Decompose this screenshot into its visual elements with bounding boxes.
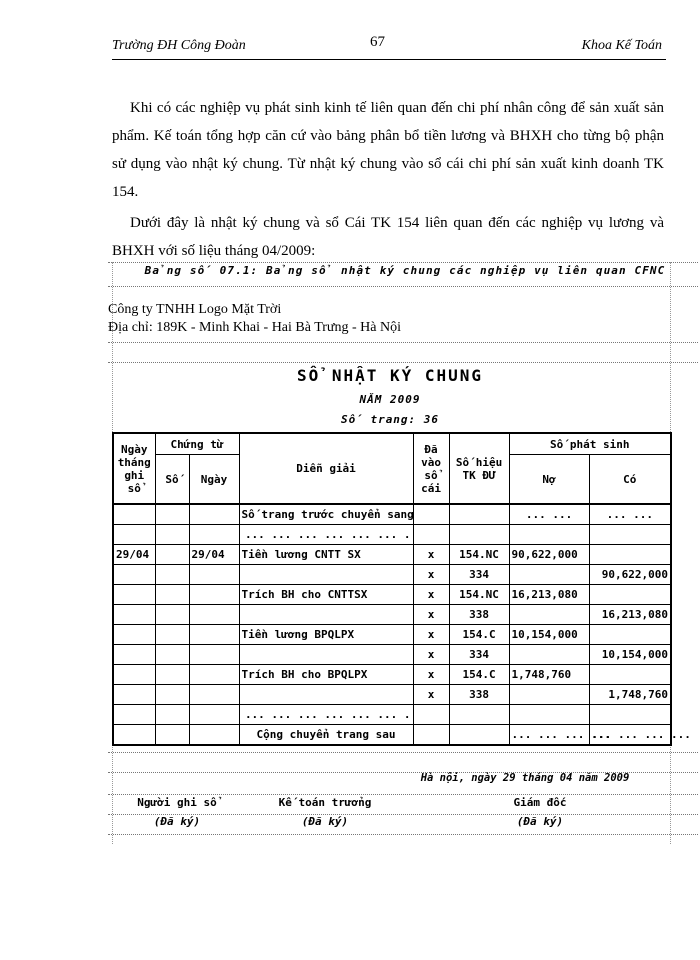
row-date <box>113 705 155 725</box>
row-voucher-date <box>189 525 239 545</box>
row-account: 154.NC <box>449 585 509 605</box>
row-credit: ... ... <box>589 504 671 525</box>
row-voucher-no <box>155 625 189 645</box>
row-date <box>113 645 155 665</box>
journal-title: SỔ NHẬT KÝ CHUNG <box>296 366 484 385</box>
signature-role: Người ghi sổ <box>137 796 217 809</box>
row-credit: ... ... ... ... <box>589 725 671 746</box>
table-row <box>113 565 671 585</box>
row-credit: 1,748,760 <box>589 685 671 705</box>
row-debit <box>509 645 589 665</box>
row-date <box>113 525 155 545</box>
col-debit-header: Nợ <box>509 455 589 505</box>
row-date <box>113 605 155 625</box>
row-description: Cộng chuyển trang sau <box>239 725 413 746</box>
table-row <box>113 685 671 705</box>
row-credit: 10,154,000 <box>589 645 671 665</box>
row-debit: ... ... <box>509 504 589 525</box>
header-school: Trường ĐH Công Đoàn <box>112 38 246 53</box>
row-voucher-date: 29/04 <box>189 545 239 565</box>
row-voucher-no <box>155 525 189 545</box>
row-voucher-date <box>189 705 239 725</box>
row-credit <box>589 705 671 725</box>
row-voucher-no <box>155 585 189 605</box>
row-voucher-no <box>155 545 189 565</box>
row-account <box>449 705 509 725</box>
col-posted-header: Đã vào sổ cái <box>413 433 449 504</box>
grid-line <box>108 286 698 287</box>
journal-page: Số trang: 36 <box>340 413 440 426</box>
row-voucher-no <box>155 645 189 665</box>
row-posted <box>413 504 449 525</box>
row-account <box>449 725 509 746</box>
col-date-header: Ngày tháng ghi sổ <box>113 433 155 504</box>
row-voucher-no <box>155 504 189 525</box>
company-address: Địa chỉ: 189K - Minh Khai - Hai Bà Trưng - Hà Nội <box>108 320 402 335</box>
row-credit <box>589 545 671 565</box>
row-posted: x <box>413 685 449 705</box>
row-account <box>449 504 509 525</box>
row-credit: 90,622,000 <box>589 565 671 585</box>
row-voucher-no <box>155 685 189 705</box>
row-posted <box>413 725 449 746</box>
signature-status: (Đã ký) <box>516 815 564 828</box>
row-voucher-date <box>189 645 239 665</box>
signature-role: Giám đốc <box>513 796 567 809</box>
header-faculty: Khoa Kế Toán <box>581 38 662 53</box>
body-text <box>112 94 664 265</box>
row-account: 334 <box>449 565 509 585</box>
row-posted: x <box>413 625 449 645</box>
col-account-header: Số hiệu TK ĐƯ <box>449 433 509 504</box>
grid-line <box>108 342 698 343</box>
signature-role: Kế toán trưởng <box>278 796 372 809</box>
paragraph-1: Khi có các nghiệp vụ phát sinh kinh tế liên quan đến chi phí nhân công để sản xuất sản phẩm. Kế toán tổng hợp căn cứ vào bảng phân bổ tiền lương và BHXH cho từng bộ phận sử dụng vào nhật ký chung. Từ nhật ký chung vào sổ cái chi phí sản xuất kinh doanh TK 154. <box>112 100 664 200</box>
table-row <box>113 645 671 665</box>
col-credit-header: Có <box>589 455 671 505</box>
row-posted: x <box>413 585 449 605</box>
row-account <box>449 525 509 545</box>
row-date <box>113 585 155 605</box>
row-posted <box>413 705 449 725</box>
signature-status: (Đã ký) <box>301 815 349 828</box>
row-date <box>113 685 155 705</box>
row-debit <box>509 525 589 545</box>
table-row <box>113 545 671 565</box>
row-voucher-date <box>189 565 239 585</box>
row-debit: 90,622,000 <box>509 545 589 565</box>
col-description-header: Diễn giải <box>239 433 413 504</box>
row-date <box>113 625 155 645</box>
row-voucher-date <box>189 725 239 746</box>
row-description: Trích BH cho BPQLPX <box>239 665 413 685</box>
row-description <box>239 565 413 585</box>
row-date <box>113 665 155 685</box>
col-voucher-header: Chứng từ <box>155 433 239 455</box>
row-debit: 1,748,760 <box>509 665 589 685</box>
row-posted: x <box>413 545 449 565</box>
row-account: 338 <box>449 685 509 705</box>
company-name: Công ty TNHH Logo Mặt Trời <box>108 302 282 317</box>
row-credit <box>589 585 671 605</box>
row-voucher-date <box>189 625 239 645</box>
place-date: Hà nội, ngày 29 tháng 04 năm 2009 <box>420 772 630 784</box>
row-description <box>239 685 413 705</box>
row-description: Số trang trước chuyển sang <box>239 504 413 525</box>
row-voucher-no <box>155 725 189 746</box>
row-debit <box>509 605 589 625</box>
row-description: Tiền lương BPQLPX <box>239 625 413 645</box>
row-voucher-date <box>189 665 239 685</box>
row-description: ... ... ... ... ... ... . <box>239 525 413 545</box>
row-credit <box>589 525 671 545</box>
page-header <box>112 34 662 60</box>
row-credit <box>589 665 671 685</box>
row-description <box>239 605 413 625</box>
row-account: 154.NC <box>449 545 509 565</box>
row-description: Tiền lương CNTT SX <box>239 545 413 565</box>
row-date: 29/04 <box>113 545 155 565</box>
table-row <box>113 665 671 685</box>
table-caption: Bảng số 07.1: Bảng sổ nhật ký chung các nghiệp vụ liên quan CFNC <box>144 264 666 277</box>
header-rule <box>112 59 666 60</box>
row-date <box>113 504 155 525</box>
row-posted: x <box>413 605 449 625</box>
grid-line <box>108 362 698 363</box>
table-row <box>113 725 671 746</box>
signature-status: (Đã ký) <box>153 815 201 828</box>
table-row <box>113 504 671 525</box>
row-debit <box>509 705 589 725</box>
row-debit <box>509 565 589 585</box>
row-account: 154.C <box>449 665 509 685</box>
row-voucher-date <box>189 685 239 705</box>
paragraph-2: Dưới đây là nhật ký chung và sổ Cái TK 154 liên quan đến các nghiệp vụ lương và BHXH với số liệu tháng 04/2009: <box>112 215 664 259</box>
signature-recorder <box>112 796 242 828</box>
row-description: ... ... ... ... ... ... . <box>239 705 413 725</box>
row-voucher-no <box>155 565 189 585</box>
row-voucher-date <box>189 605 239 625</box>
row-debit: 10,154,000 <box>509 625 589 645</box>
journal-table <box>112 432 691 746</box>
signature-director <box>470 796 610 828</box>
row-account: 154.C <box>449 625 509 645</box>
grid-line <box>108 752 698 753</box>
journal-year: NĂM 2009 <box>359 393 421 406</box>
row-posted: x <box>413 565 449 585</box>
page-number: 67 <box>370 34 385 50</box>
row-date <box>113 565 155 585</box>
row-voucher-date <box>189 585 239 605</box>
row-credit: 16,213,080 <box>589 605 671 625</box>
row-posted <box>413 525 449 545</box>
row-voucher-date <box>189 504 239 525</box>
table-row <box>113 585 671 605</box>
row-voucher-no <box>155 705 189 725</box>
row-credit <box>589 625 671 645</box>
row-description <box>239 645 413 665</box>
grid-line <box>108 834 698 835</box>
table-row <box>113 705 671 725</box>
journal-rows <box>113 504 691 745</box>
table-row <box>113 525 671 545</box>
col-amount-header: Số phát sinh <box>509 433 671 455</box>
row-debit: 16,213,080 <box>509 585 589 605</box>
row-voucher-no <box>155 605 189 625</box>
row-date <box>113 725 155 746</box>
row-debit: ... ... ... ... <box>509 725 589 746</box>
col-voucher-date-header: Ngày <box>189 455 239 505</box>
row-voucher-no <box>155 665 189 685</box>
row-debit <box>509 685 589 705</box>
row-account: 338 <box>449 605 509 625</box>
row-account: 334 <box>449 645 509 665</box>
col-voucher-no-header: Số <box>155 455 189 505</box>
grid-line <box>108 262 698 263</box>
grid-line <box>108 794 698 795</box>
row-description: Trích BH cho CNTTSX <box>239 585 413 605</box>
signature-chief-accountant <box>250 796 400 828</box>
row-posted: x <box>413 645 449 665</box>
table-row <box>113 625 671 645</box>
table-row <box>113 605 671 625</box>
row-posted: x <box>413 665 449 685</box>
